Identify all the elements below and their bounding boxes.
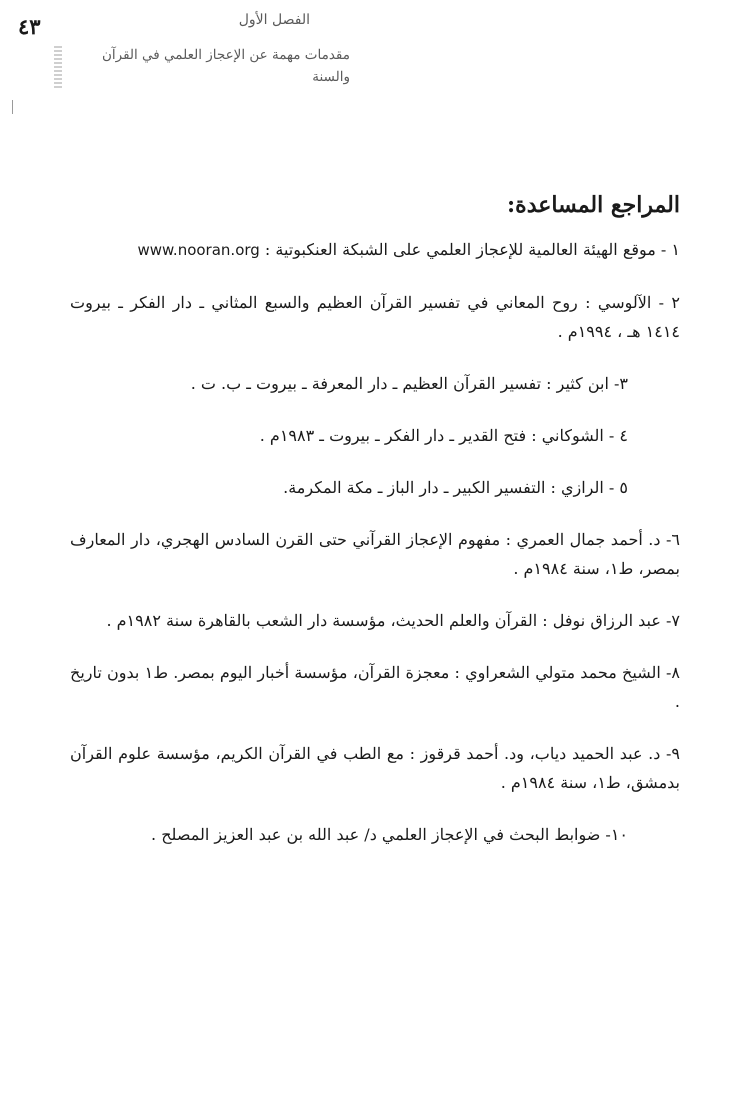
running-header	[60, 10, 350, 88]
reference-item-3	[70, 369, 680, 398]
header-decorative-bar	[54, 46, 62, 90]
reference-text: ٤ - الشوكاني : فتح القدير ـ دار الفكر ـ بيروت ـ ١٩٨٣م .	[259, 426, 628, 445]
reference-text: ٦- د. أحمد جمال العمري : مفهوم الإعجاز القرآني حتى القرن السادس الهجري، دار المعارف بمصر، ط١، سنة ١٩٨٤م .	[70, 530, 680, 578]
reference-item-9	[70, 739, 680, 797]
section-title: المراجع المساعدة:	[507, 192, 680, 218]
reference-item-2	[70, 288, 680, 346]
reference-item-6	[70, 525, 680, 583]
margin-mark	[12, 100, 13, 114]
reference-text: ٨- الشيخ محمد متولي الشعراوي : معجزة القرآن، مؤسسة أخبار اليوم بمصر. ط١ بدون تاريخ .	[70, 663, 681, 711]
reference-item-5	[70, 473, 680, 502]
reference-text: ١٠- ضوابط البحث في الإعجاز العلمي د/ عبد الله بن عبد العزيز المصلح .	[151, 825, 628, 844]
reference-text: ٥ - الرازي : التفسير الكبير ـ دار الباز ـ مكة المكرمة.	[283, 478, 628, 497]
reference-text: ٩- د. عبد الحميد دياب، ود. أحمد قرقوز : مع الطب في القرآن الكريم، مؤسسة علوم القرآن بدمشق، ط١، سنة ١٩٨٤م .	[70, 744, 680, 792]
header-chapter-title: الفصل الأول	[238, 12, 310, 28]
reference-text: ٢ - الآلوسي : روح المعاني في تفسير القرآن العظيم والسبع المثاني ـ دار الفكر ـ بيروت ١٤١٤ هـ ، ١٩٩٤م .	[70, 293, 680, 341]
page-number: ٤٣	[18, 14, 41, 39]
reference-text: ١ - موقع الهيئة العالمية للإعجاز العلمي على الشبكة العنكبوتية :	[259, 240, 680, 259]
header-subtitle: مقدمات مهمة عن الإعجاز العلمي في القرآن والسنة	[101, 47, 350, 85]
reference-text: ٣- ابن كثير : تفسير القرآن العظيم ـ دار المعرفة ـ بيروت ـ ب. ت .	[190, 374, 628, 393]
references-list	[70, 235, 680, 849]
references-section	[70, 185, 680, 872]
reference-item-7	[70, 606, 680, 635]
reference-text: ٧- عبد الرزاق نوفل : القرآن والعلم الحديث، مؤسسة دار الشعب بالقاهرة سنة ١٩٨٢م .	[106, 611, 680, 630]
reference-item-8	[70, 658, 680, 716]
reference-item-10	[70, 820, 680, 849]
reference-url-link[interactable]: www.nooran.org	[137, 241, 260, 259]
reference-item-4	[70, 421, 680, 450]
reference-item-1	[70, 235, 680, 265]
